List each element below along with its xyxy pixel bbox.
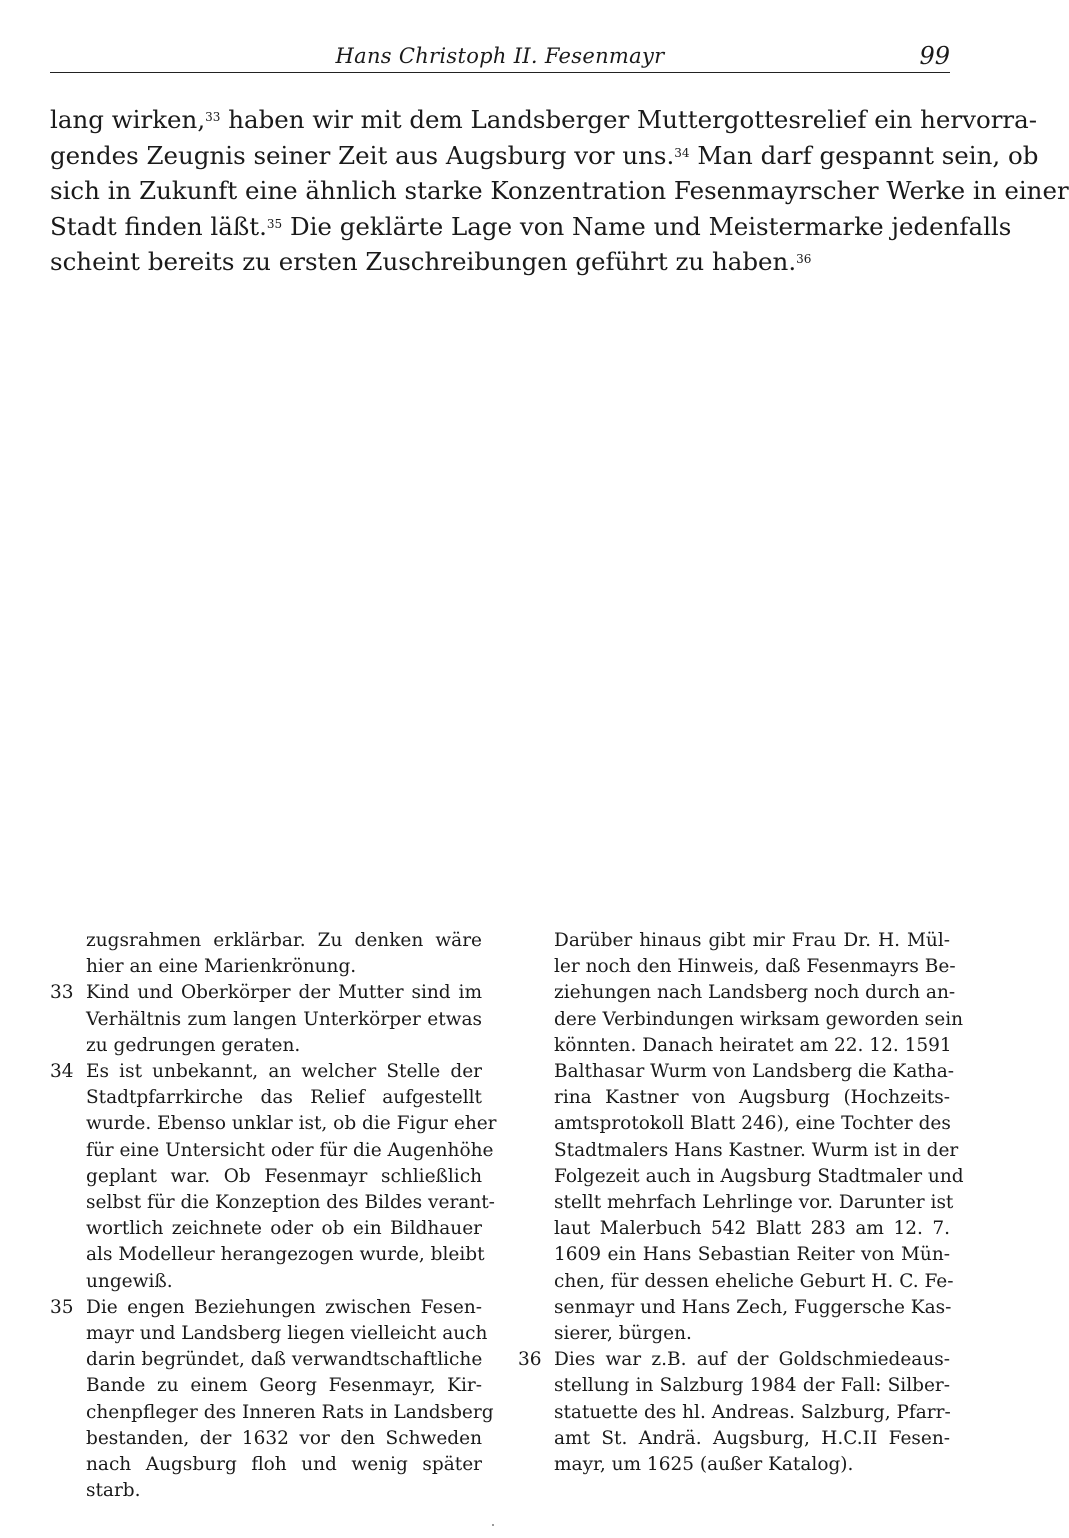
- footnote-line: rina Kastner von Augsburg (Hochzeits-: [554, 1087, 950, 1109]
- footnote-line: ler noch den Hinweis, daß Fesenmayrs Be-: [554, 956, 956, 978]
- footnote-line: dere Verbindungen wirksam geworden sein: [554, 1008, 964, 1030]
- body-text-segment: Stadt finden läßt.: [50, 211, 267, 241]
- footnote-number: 35: [50, 1296, 74, 1318]
- footnote-line: geplant war. Ob Fesenmayr schließlich: [86, 1165, 482, 1187]
- footnote-continuation: [50, 928, 482, 980]
- body-text-segment: scheint bereits zu ersten Zuschreibungen geführt zu haben.: [50, 247, 797, 276]
- footnote-line: chen, für dessen eheliche Geburt H. C. Fe-: [554, 1270, 954, 1292]
- footnote: [518, 1347, 950, 1478]
- footnote-line: stellung in Salzburg 1984 der Fall: Silber-: [554, 1375, 950, 1397]
- footnote-line: Verhältnis zum langen Unterkörper etwas: [86, 1008, 482, 1030]
- page-number: 99: [919, 42, 950, 70]
- footnote-line: wortlich zeichnete oder ob ein Bildhauer: [86, 1218, 482, 1240]
- footnote-line: mayr und Landsberg liegen vielleicht auch: [86, 1323, 488, 1345]
- footnote-line: starb.: [86, 1480, 141, 1502]
- footnotes-right-column: [518, 928, 964, 1478]
- footnote-line: zugsrahmen erklärbar. Zu denken wäre: [86, 930, 482, 951]
- footnote-line: nach Augsburg floh und wenig später: [86, 1454, 482, 1476]
- running-title: Hans Christoph II. Fesenmayr: [335, 44, 665, 68]
- footnote-reference: 35: [266, 216, 283, 231]
- footnote-line: Stadtmalers Hans Kastner. Wurm ist in der: [554, 1139, 959, 1161]
- footnote-line: chenpfleger des Inneren Rats in Landsberg: [86, 1401, 494, 1423]
- footnote-reference: 34: [674, 145, 690, 160]
- footnote-line: amt St. Andrä. Augsburg, H.C.II Fesen-: [554, 1427, 950, 1449]
- body-line: [50, 209, 1012, 245]
- page-mark: [492, 1524, 494, 1526]
- body-text-segment: gendes Zeugnis seiner Zeit aus Augsburg vor uns.: [50, 140, 675, 170]
- footnote-continuation: [518, 928, 964, 1347]
- body-text-segment: lang wirken,: [50, 105, 206, 134]
- footnote-line: Es ist unbekannt, an welcher Stelle der: [86, 1061, 482, 1083]
- footnote-line: Kind und Oberkörper der Mutter sind im: [86, 982, 482, 1004]
- footnote: [50, 980, 482, 1059]
- footnote-line: sierer, bürgen.: [554, 1323, 692, 1345]
- body-line: [50, 244, 950, 280]
- footnote-line: könnten. Danach heiratet am 22. 12. 1591: [554, 1034, 952, 1056]
- footnote-reference: 33: [205, 110, 221, 124]
- footnote-line: amtsprotokoll Blatt 246), eine Tochter des: [554, 1113, 951, 1135]
- running-header: [50, 40, 950, 73]
- footnote-line: ziehungen nach Landsberg noch durch an-: [554, 982, 956, 1004]
- body-text-segment: sich in Zukunft eine ähnlich starke Konzentration Fesenmayrscher Werke in einer: [50, 176, 1069, 205]
- footnotes-left-column: [50, 928, 497, 1504]
- body-text-segment: haben wir mit dem Landsberger Muttergottesrelief ein hervorra-: [220, 105, 1038, 134]
- footnote-line: Darüber hinaus gibt mir Frau Dr. H. Mül-: [554, 930, 950, 951]
- footnote: [50, 1059, 497, 1295]
- footnote-line: Die engen Beziehungen zwischen Fesen-: [86, 1296, 482, 1318]
- footnote-line: zu gedrungen geraten.: [86, 1034, 301, 1056]
- footnote-line: wurde. Ebenso unklar ist, ob die Figur eher: [86, 1113, 497, 1135]
- footnote-line: als Modelleur herangezogen wurde, bleibt: [86, 1244, 485, 1266]
- footnote-number: 33: [50, 982, 74, 1004]
- footnote-line: Bande zu einem Georg Fesenmayr, Kir-: [86, 1375, 482, 1397]
- footnote-line: Stadtpfarrkirche das Relief aufgestellt: [86, 1087, 482, 1109]
- footnote-line: ungewiß.: [86, 1270, 173, 1292]
- body-line: [50, 173, 1069, 209]
- footnote-line: für eine Untersicht oder für die Augenhöhe: [86, 1139, 494, 1161]
- footnote-line: Dies war z.B. auf der Goldschmiedeaus-: [554, 1349, 950, 1371]
- footnote-number: 36: [518, 1349, 542, 1371]
- footnote-line: senmayr und Hans Zech, Fuggersche Kas-: [554, 1296, 952, 1318]
- footnote-line: darin begründet, daß verwandtschaftliche: [86, 1349, 483, 1371]
- body-text-segment: Man darf gespannt sein, ob: [689, 140, 1039, 170]
- footnote: [50, 1295, 494, 1505]
- footnote-line: statuette des hl. Andreas. Salzburg, Pfarr-: [554, 1401, 951, 1423]
- body-text-segment: Die geklärte Lage von Name und Meistermarke jedenfalls: [282, 211, 1012, 241]
- footnote-reference: 36: [796, 252, 812, 266]
- footnote-line: 1609 ein Hans Sebastian Reiter von Mün-: [554, 1244, 950, 1266]
- footnote-line: laut Malerbuch 542 Blatt 283 am 12. 7.: [554, 1218, 950, 1240]
- main-text: [50, 102, 1069, 280]
- body-line: [50, 102, 1038, 138]
- footnote-line: mayr, um 1625 (außer Katalog).: [554, 1454, 854, 1476]
- footnote-line: Balthasar Wurm von Landsberg die Katha-: [554, 1061, 954, 1083]
- footnote-line: selbst für die Konzeption des Bildes verant-: [86, 1192, 495, 1214]
- footnote-line: hier an eine Marienkrönung.: [86, 956, 357, 978]
- footnote-number: 34: [50, 1061, 74, 1083]
- body-line: [50, 138, 1039, 174]
- footnote-line: Folgezeit auch in Augsburg Stadtmaler und: [554, 1165, 964, 1187]
- footnote-line: stellt mehrfach Lehrlinge vor. Darunter ist: [554, 1192, 954, 1214]
- footnote-line: bestanden, der 1632 vor den Schweden: [86, 1427, 482, 1449]
